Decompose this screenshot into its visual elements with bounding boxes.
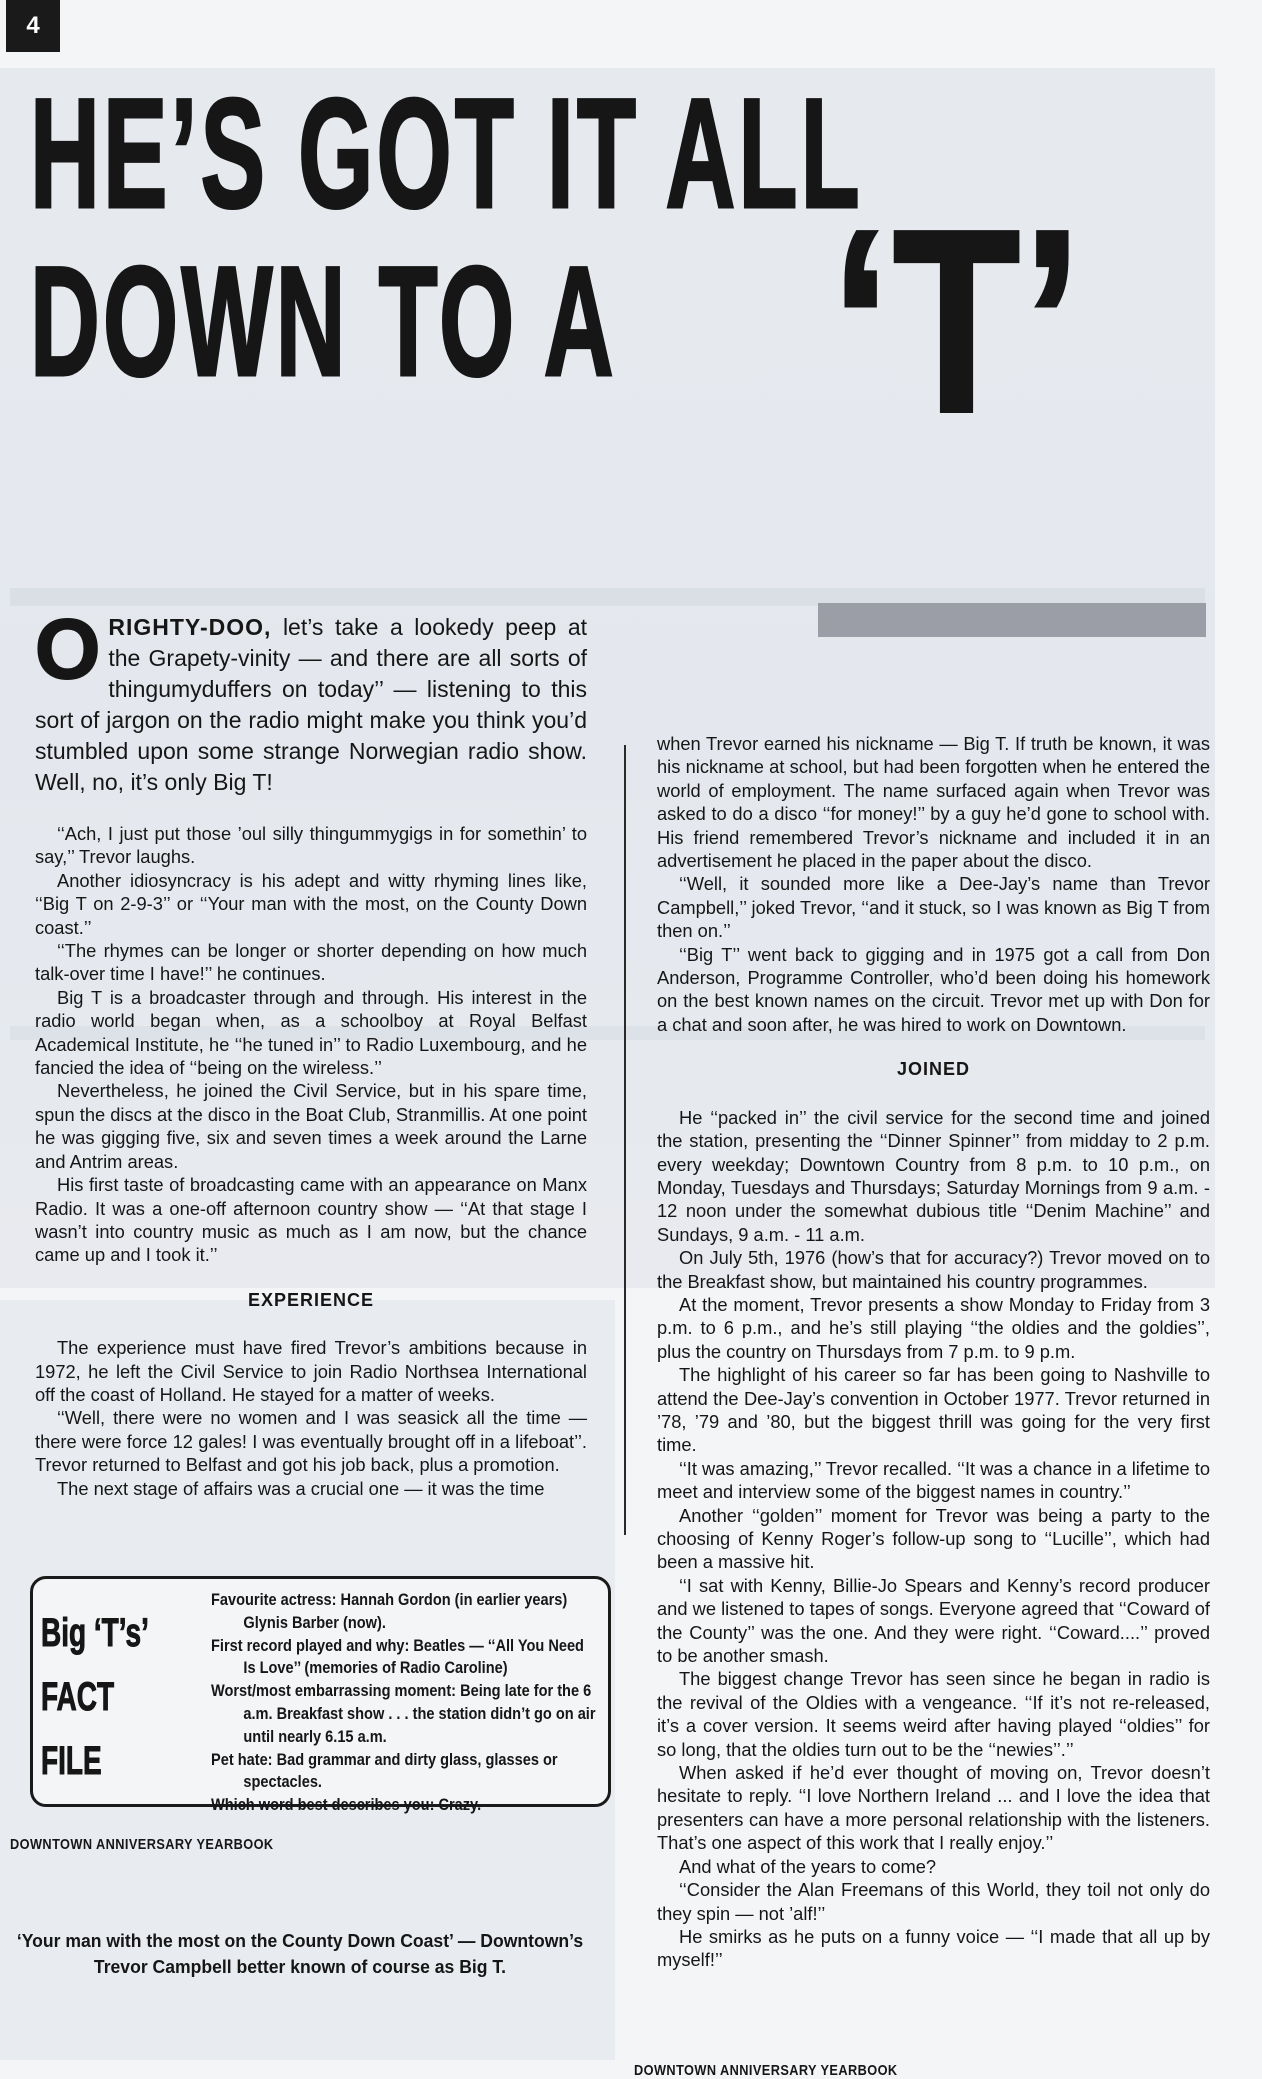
left-paragraph: The experience must have fired Trevor’s ambitions because in 1972, he left the Civil Service to join Radio Northsea International off the coast of Holland. He stayed for a matter of weeks. — [35, 1337, 587, 1405]
column-divider — [624, 745, 626, 1535]
left-paragraph: The next stage of affairs was a crucial one — it was the time — [57, 1477, 545, 1499]
headline-line-2: DOWN TO A — [30, 235, 617, 409]
left-paragraph: Another idiosyncracy is his adept and witty rhyming lines like, ‘‘Big T on 2-9-3’’ or ‘‘Your man with the most, on the County Down coast.’’ — [35, 869, 587, 938]
right-paragraph: The highlight of his career so far has been going to Nashville to attend the Dee-Jay’s convention in October 1977. Trevor returned in ’78, ’79 and ’80, but the biggest thrill was going for the very first time. — [657, 1364, 1210, 1456]
left-column — [35, 822, 587, 1500]
fact-item: Which word best describes you: Crazy. — [211, 1796, 482, 1815]
left-paragraph: ‘‘The rhymes can be longer or shorter depending on how much talk-over time I have!’’ he continues. — [35, 940, 587, 985]
photo-caption: ‘Your man with the most on the County Down Coast’ — Downtown’s Trevor Campbell better known of course as Big T. — [16, 1930, 584, 1977]
right-paragraph: ‘‘I sat with Kenny, Billie-Jo Spears and Kenny’s record producer and we listened to tapes of songs. Everyone agreed that ‘‘Coward of the County’’ was the one. And they were right. ‘‘Coward....’’ proved to be another smash. — [657, 1574, 1210, 1667]
page-number: 4 — [6, 0, 60, 52]
left-paragraph: Nevertheless, he joined the Civil Service, but in his spare time, spun the discs at the disco in the Boat Club, Stranmillis. At one point he was gigging five, six and seven times a week around the Larne and Antrim areas. — [35, 1080, 587, 1172]
fact-file-list — [211, 1589, 598, 1817]
headline-line-1: HE’S GOT IT ALL — [30, 67, 863, 241]
fact-title-line: FACT — [41, 1675, 115, 1719]
subhead-joined: JOINED — [896, 1059, 971, 1080]
right-paragraph: ‘‘Consider the Alan Freemans of this World, they toil not only do they spin — not ’alf!’’ — [657, 1879, 1210, 1924]
right-paragraph: Another ‘‘golden’’ moment for Trevor was being a party to the choosing of Kenny Roger’s follow-up song to ‘‘Lucille’’, which had been a massive hit. — [657, 1504, 1210, 1573]
right-paragraph: At the moment, Trevor presents a show Monday to Friday from 3 p.m. to 6 p.m., and he’s still playing ‘‘the oldies and the goldies’’, plus the country on Thursdays from 7 p.m. to 9 p.m. — [657, 1293, 1210, 1362]
right-column — [657, 732, 1210, 1972]
fact-item: Worst/most embarrassing moment: Being late for the 6 a.m. Breakfast show . . . the station didn’t go on air until nearly 6.15 a.m. — [211, 1682, 596, 1746]
headline-big-t: ‘T’ — [832, 177, 1085, 467]
fact-item: Pet hate: Bad grammar and dirty glass, glasses or spectacles. — [211, 1750, 558, 1792]
right-paragraph: When asked if he’d ever thought of moving on, Trevor doesn’t hesitate to reply. ‘‘I love Northern Ireland ... and I love the idea that presenters can have a more personal relationship with the listeners. That’s one aspect of this work that I really enjoy.’’ — [657, 1762, 1210, 1854]
footer-publication-left: DOWNTOWN ANNIVERSARY YEARBOOK — [10, 1836, 274, 1853]
fact-file-title — [41, 1601, 153, 1793]
fact-file-box — [30, 1576, 611, 1815]
right-paragraph: And what of the years to come? — [679, 1855, 937, 1877]
right-paragraph: ‘‘It was amazing,’’ Trevor recalled. ‘‘It was a chance in a lifetime to meet and interview some of the biggest names in country.’’ — [657, 1457, 1210, 1503]
intro-lead-words: RIGHTY-DOO, — [108, 614, 272, 640]
right-paragraph: He ‘‘packed in’’ the civil service for the second time and joined the station, presenting the ‘‘Dinner Spinner’’ from midday to 2 p.m. every weekday; Downtown Country from 8 p.m. to 10 p.m., on Monday, Tuesdays and Thursdays; Saturday Mornings from 9 a.m. - 12 noon under the somewhat dubious title ‘‘Denim Machine’’ and Sundays, 9 a.m. - 11 a.m. — [657, 1106, 1210, 1245]
fact-title-line: Big ‘T’s’ — [41, 1611, 149, 1655]
left-paragraph: ‘‘Well, there were no women and I was seasick all the time — there were force 12 gales! I was eventually brought off in a lifeboat’’. Trevor returned to Belfast and got his job back, plus a promotion. — [35, 1407, 587, 1476]
left-paragraph: Big T is a broadcaster through and through. His interest in the radio world began when, as a schoolboy at Royal Belfast Academical Institute, he ‘‘he tuned in’’ to Radio Luxembourg, and he fancied the idea of ‘‘being on the wireless.’’ — [35, 986, 587, 1079]
fact-title-line: FILE — [41, 1739, 102, 1783]
intro-paragraph — [35, 602, 587, 798]
right-paragraph: ‘‘Big T’’ went back to gigging and in 1975 got a call from Don Anderson, Programme Controller, who’d been doing his homework on the best known names on the circuit. Trevor met up with Don for a chat and soon after, he was hired to work on Downtown. — [657, 943, 1210, 1035]
right-paragraph: ‘‘Well, it sounded more like a Dee-Jay’s name than Trevor Campbell,’’ joked Trevor, ‘‘and it stuck, so I was known as Big T from then on.’’ — [657, 873, 1210, 942]
left-paragraph: His first taste of broadcasting came with an appearance on Manx Radio. It was a one-off afternoon country show — ‘‘At that stage I wasn’t into country music as much as I am now, but the chance came up and I took it.’’ — [35, 1174, 587, 1266]
subhead-experience: EXPERIENCE — [247, 1289, 375, 1310]
fact-item: Favourite actress: Hannah Gordon (in earlier years) Glynis Barber (now). — [211, 1591, 568, 1632]
right-paragraph: The biggest change Trevor has seen since he began in radio is the revival of the Oldies with a vengeance. ‘‘If it’s not re-released, it’s a cover version. It seems weird after having played ‘‘oldies’’ for so long, that the oldies turn out to be the ‘‘newies’’.’’ — [657, 1668, 1210, 1760]
drop-cap: O — [35, 602, 101, 696]
right-paragraph: He smirks as he puts on a funny voice — ‘‘I made that all up by myself!’’ — [657, 1925, 1210, 1971]
footer-publication-right: DOWNTOWN ANNIVERSARY YEARBOOK — [634, 2062, 898, 2079]
intro-text: let’s take a lookedy peep at the Grapety-vinity — and there are all sorts of thingumyduffers on today’’ — listening to this sort of jargon on the radio might make you think you’d stumbled upon some strange Norwegian radio show. Well, no, it’s only Big T! — [35, 614, 587, 795]
decorative-bar — [818, 603, 1206, 637]
left-paragraph: ‘‘Ach, I just put those ’oul silly thingummygigs in for somethin’ to say,’’ Trevor laughs. — [35, 823, 587, 868]
right-paragraph: when Trevor earned his nickname — Big T. If truth be known, it was his nickname at school, but had been forgotten when he entered the world of employment. The name surfaced again when Trevor was asked to do a disco ‘‘for money!’’ by a guy he’d gone to school with. His friend remembered Trevor’s nickname and included it in an advertisement he placed in the paper about the disco. — [657, 733, 1210, 872]
fact-item: First record played and why: Beatles — ‘‘All You Need Is Love’’ (memories of Radio Caroline) — [211, 1636, 584, 1678]
right-paragraph: On July 5th, 1976 (how’s that for accuracy?) Trevor moved on to the Breakfast show, but maintained his country programmes. — [657, 1247, 1210, 1292]
